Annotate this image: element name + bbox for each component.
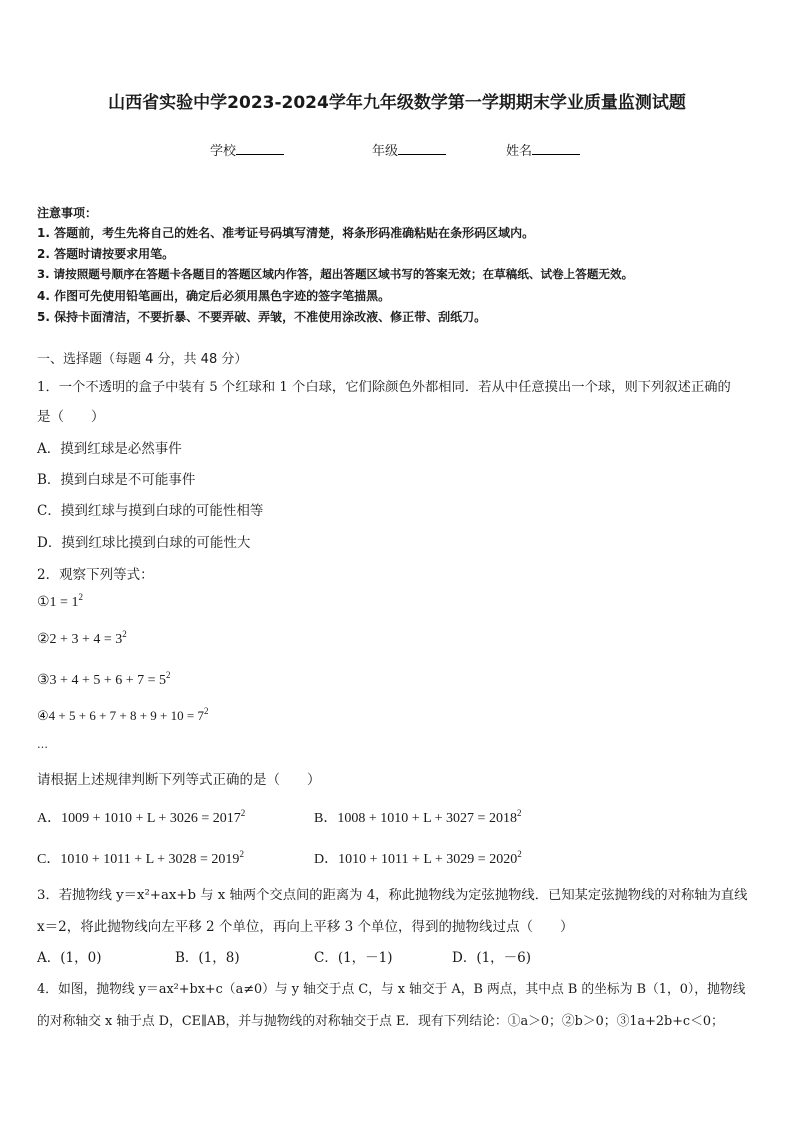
option-text: D．1010 + 1011 + L + 3029 = 2020 (314, 852, 518, 867)
q2-equation-3 (37, 672, 171, 689)
exponent: 2 (240, 808, 246, 818)
q2-option-b (314, 807, 521, 827)
q3-option-b: B．(1，8) (175, 950, 240, 966)
q3-option-c: C．(1，－1) (314, 950, 393, 966)
q4-stem-line2: 的对称轴交 x 轴于点 D，CE∥AB，并与抛物线的对称轴交于点 E．现有下列结论：①a＞0；②b＞0；③1a+2b+c＜0； (37, 1014, 724, 1029)
school-field (210, 140, 284, 159)
notice-item: 1. 答题前，考生先将自己的姓名、准考证号码填写清楚，将条形码准确粘贴在条形码区域内。 (37, 226, 535, 240)
equation-text: ③3 + 4 + 5 + 6 + 7 = 5 (37, 673, 167, 688)
notice-item: 5. 保持卡面清洁，不要折暴、不要弄破、弄皱，不准使用涂改液、修正带、刮纸刀。 (37, 310, 487, 324)
notice-item: 3. 请按照题号顺序在答题卡各题目的答题区域内作答，超出答题区域书写的答案无效；在草稿纸、试卷上答题无效。 (37, 267, 634, 281)
q3-stem-line2: x＝2，将此抛物线向左平移 2 个单位，再向上平移 3 个单位，得到的抛物线过点（ ） (37, 919, 574, 935)
school-label: 学校 (210, 144, 237, 159)
ellipsis: … (37, 738, 48, 751)
option-text: C．1010 + 1011 + L + 3028 = 2019 (37, 852, 240, 867)
grade-label: 年级 (372, 144, 399, 159)
exponent: 2 (166, 670, 171, 680)
q2-question: 请根据上述规律判断下列等式正确的是（ ） (37, 772, 321, 788)
exponent: 2 (203, 706, 209, 716)
page-title: 山西省实验中学2023-2024学年九年级数学第一学期期末学业质量监测试题 (108, 93, 686, 113)
q3-stem-line1: 3．若抛物线 y＝x²+ax+b 与 x 轴两个交点间的距离为 4，称此抛物线为定弦抛物线．已知某定弦抛物线的对称轴为直线 (37, 888, 748, 903)
equation-text: ①1 = 1 (37, 595, 79, 610)
q2-option-d (314, 848, 522, 868)
q2-stem: 2．观察下列等式： (37, 567, 154, 583)
exponent: 2 (239, 849, 244, 859)
q1-stem-line1: 1．一个不透明的盒子中装有 5 个红球和 1 个白球，它们除颜色外都相同．若从中任意摸出一个球，则下列叙述正确的 (37, 380, 731, 395)
notice-heading: 注意事项： (37, 206, 98, 220)
q1-option-b: B．摸到白球是不可能事件 (37, 472, 196, 488)
grade-field (372, 140, 446, 159)
equation-text: ④4 + 5 + 6 + 7 + 8 + 9 + 10 = 7 (37, 708, 204, 723)
exponent: 2 (517, 849, 522, 859)
exponent: 2 (516, 808, 522, 818)
q2-equation-2 (37, 631, 127, 648)
exponent: 2 (78, 592, 83, 602)
q1-option-a: A．摸到红球是必然事件 (37, 441, 182, 457)
option-text: A．1009 + 1010 + L + 3026 = 2017 (37, 811, 241, 826)
q1-option-c: C．摸到红球与摸到白球的可能性相等 (37, 503, 264, 519)
q2-option-a (37, 807, 245, 827)
q2-equation-4 (37, 708, 208, 724)
name-label: 姓名 (506, 144, 533, 159)
notice-item: 4. 作图可先使用铅笔画出，确定后必须用黑色字迹的签字笔描黑。 (37, 289, 391, 303)
q2-equation-1 (37, 594, 83, 611)
q3-option-d: D．(1，－6) (452, 950, 532, 966)
q2-option-c (37, 848, 244, 868)
equation-text: ②2 + 3 + 4 = 3 (37, 632, 123, 647)
q1-option-d: D．摸到红球比摸到白球的可能性大 (37, 535, 251, 551)
q3-option-a: A．(1，0) (37, 950, 102, 966)
school-blank[interactable] (236, 142, 284, 155)
exponent: 2 (122, 629, 127, 639)
section-heading: 一、选择题（每题 4 分，共 48 分） (37, 352, 248, 367)
grade-blank[interactable] (398, 142, 446, 155)
notice-item: 2. 答题时请按要求用笔。 (37, 247, 175, 261)
name-field (506, 140, 580, 159)
q4-stem-line1: 4．如图，抛物线 y＝ax²+bx+c（a≠0）与 y 轴交于点 C，与 x 轴交于 A，B 两点，其中点 B 的坐标为 B（1，0），抛物线 (37, 982, 746, 997)
name-blank[interactable] (532, 142, 580, 155)
option-text: B．1008 + 1010 + L + 3027 = 2018 (314, 811, 517, 826)
q1-stem-line2: 是（ ） (37, 409, 105, 425)
